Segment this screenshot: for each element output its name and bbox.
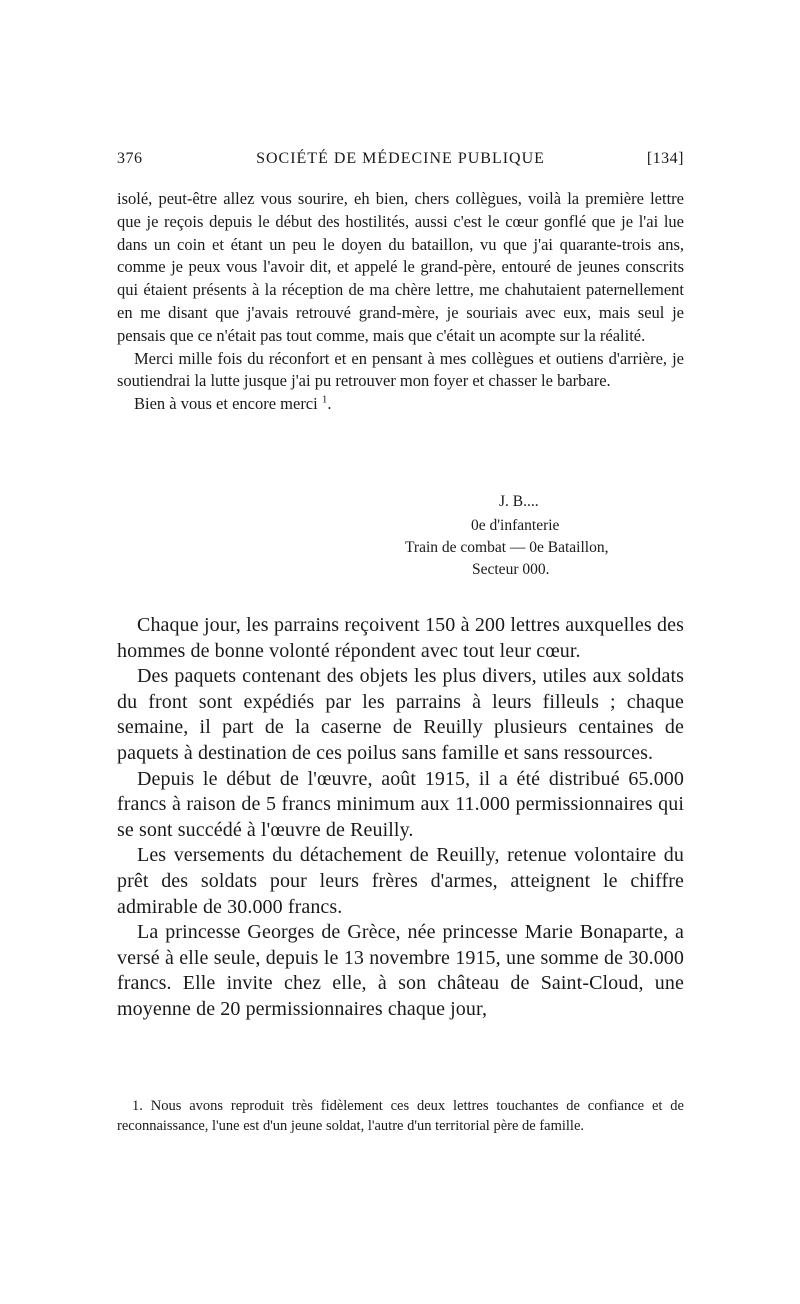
signature-unit: 0e d'infanterie xyxy=(471,517,560,534)
signature-train: Train de combat — 0e Bataillon, xyxy=(405,539,609,556)
quoted-letter xyxy=(117,188,684,416)
footnote-marker: 1 xyxy=(321,393,328,406)
body-paragraph: Chaque jour, les parrains reçoivent 150 à 200 lettres auxquelles des hommes de bonne volonté répondent avec tout leur cœur. xyxy=(117,614,684,662)
journal-title: SOCIÉTÉ DE MÉDECINE PUBLIQUE xyxy=(256,150,545,167)
signature-sector: Secteur 000. xyxy=(472,561,550,578)
letter-closing-text: Bien à vous et encore merci xyxy=(134,394,318,414)
body-paragraph: Les versements du détachement de Reuilly, retenue volontaire du prêt des soldats pour leurs frères d'armes, atteignent le chiffre admirable de 30.000 francs. xyxy=(117,844,684,918)
body-paragraph: Des paquets contenant des objets les plus divers, utiles aux soldats du front sont expédiés par les parrains à leurs filleuls ; chaque semaine, il part de la caserne de Reuilly plusieurs centaines de paquets à destination de ces poilus sans famille et sans ressources. xyxy=(117,665,684,764)
article-body xyxy=(117,613,684,1023)
body-paragraph: Depuis le début de l'œuvre, août 1915, il a été distribué 65.000 francs à raison de 5 francs minimum aux 11.000 permissionnaires qui se sont succédé à l'œuvre de Reuilly. xyxy=(117,767,684,841)
footnote xyxy=(117,1097,684,1136)
signature-name: J. B.... xyxy=(499,493,539,510)
running-header xyxy=(117,150,684,174)
body-paragraph: La princesse Georges de Grèce, née princesse Marie Bonaparte, a versé à elle seule, depuis le 13 novembre 1915, une somme de 30.000 francs. Elle invite chez elle, à son château de Saint-Cloud, une moyenne de 20 permissionnaires chaque jour, xyxy=(117,921,684,1020)
letter-closing xyxy=(117,393,684,416)
page-number: 376 xyxy=(117,150,143,167)
closing-punctuation: . xyxy=(327,394,332,414)
letter-paragraph: isolé, peut-être allez vous sourire, eh bien, chers collègues, voilà la première lettre que je reçois depuis le début des hostilités, aussi c'est le cœur gonflé que je l'ai lue dans un coin et étant un peu le doyen du bataillon, vu que j'ai quarante-trois ans, comme je peux vous l'avoir dit, et appelé le grand-père, entouré de jeunes conscrits qui étaient présents à la réception de ma chère lettre, me chahutaient paternellement en me disant que j'avais retrouvé grand-mère, je souriais avec eux, mais seul je pensais que ce n'était pas tout comme, mais que c'était un acompte sur la réalité. xyxy=(117,189,684,345)
section-reference: [134] xyxy=(646,150,684,167)
footnote-text: 1. Nous avons reproduit très fidèlement ces deux lettres touchantes de confiance et de reconnaissance, l'une est d'un jeune soldat, l'autre d'un territorial père de famille. xyxy=(117,1098,684,1134)
letter-paragraph: Merci mille fois du réconfort et en pensant à mes collègues et outiens d'arrière, je soutiendrai la lutte jusque j'ai pu retrouver mon foyer et chasser le barbare. xyxy=(117,348,684,391)
